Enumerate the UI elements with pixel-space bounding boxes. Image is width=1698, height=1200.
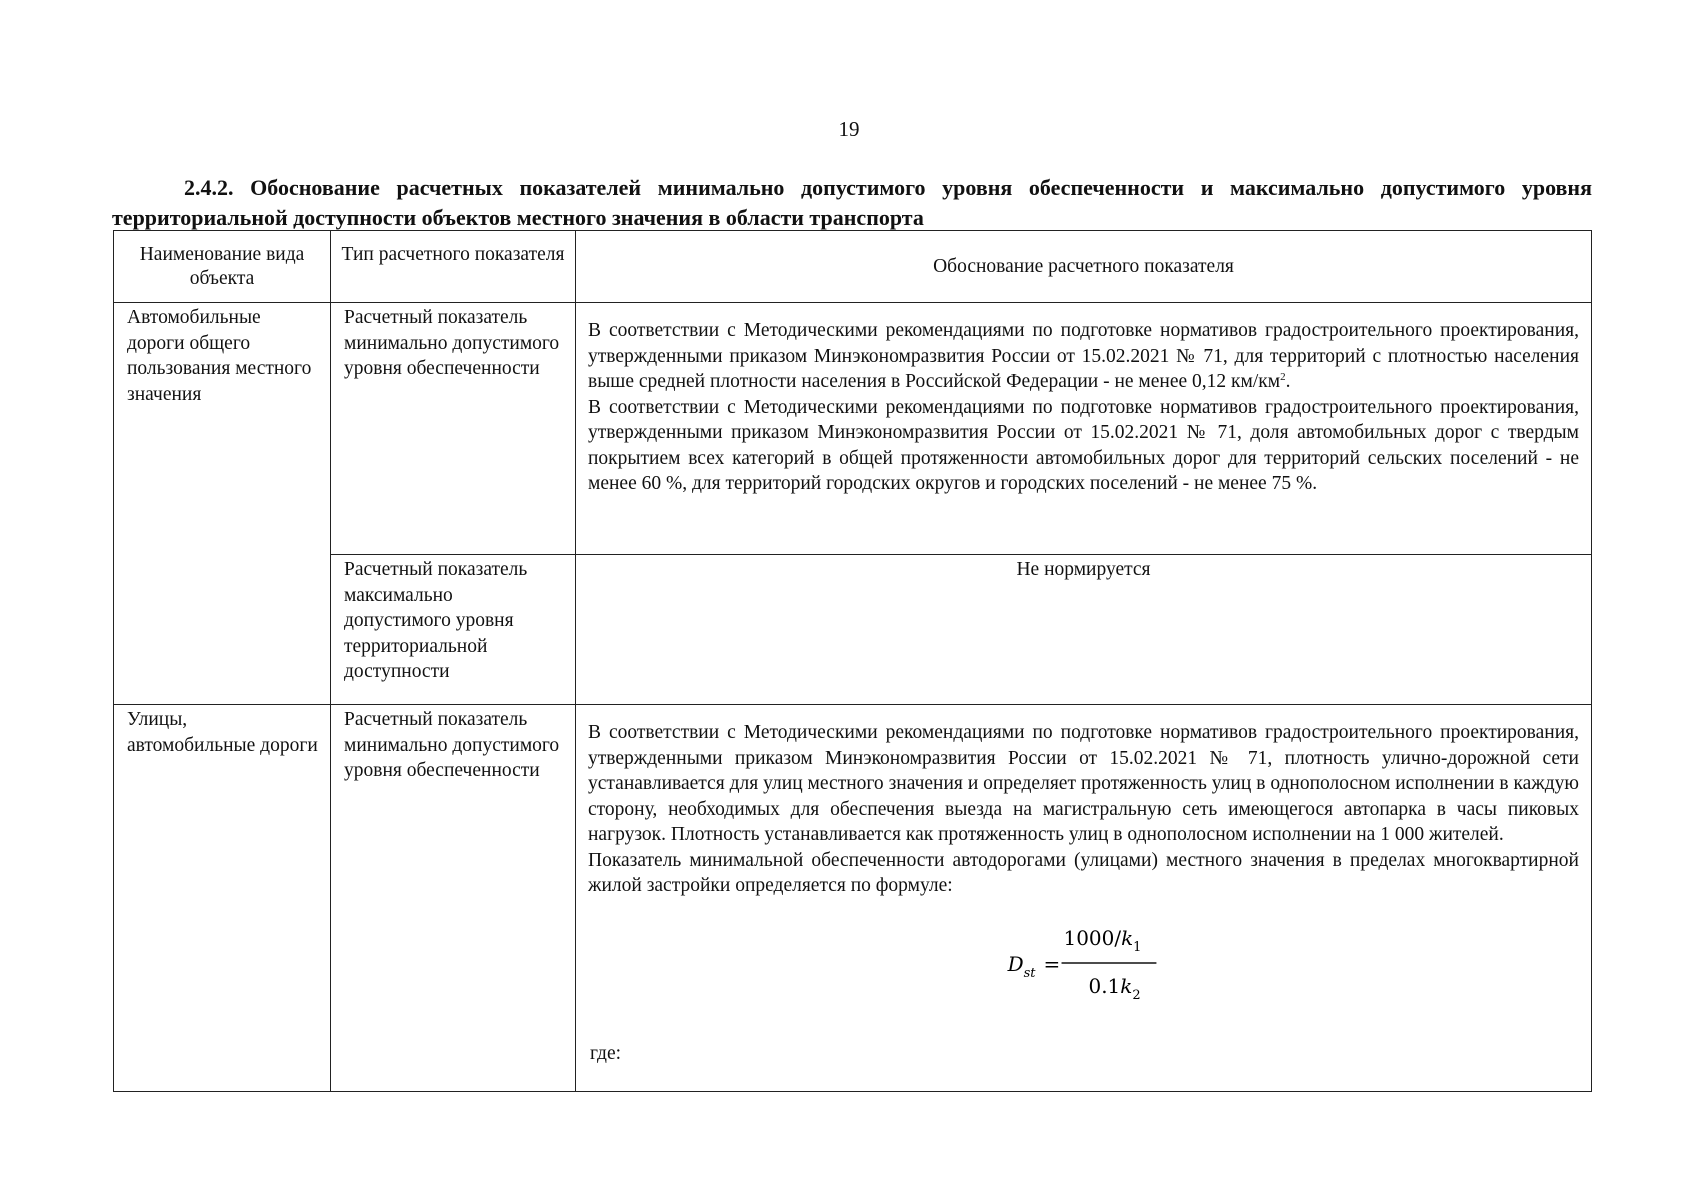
table-row [114,555,1592,705]
cell-indicator: Расчетный показатель максимально допустимого уровня территориальной доступности [331,555,576,705]
justification-paragraph: В соответствии с Методическими рекомендациями по подготовке нормативов градостроительного проектирования, утвержденными приказом Минэкономразвития России от 15.02.2021 № 71, для территорий с плотностью населения выше средней плотности населения в Российской Федерации - не менее 0,12 $км/км^2$. [588,320,1579,392]
cell-indicator: Расчетный показатель минимально допустимого уровня обеспеченности [331,303,576,555]
table-row [114,303,1592,555]
justification-paragraph: В соответствии с Методическими рекомендациями по подготовке нормативов градостроительного проектирования, утвержденными приказом Минэкономразвития России от 15.02.2021 № 71, плотность улично-дорожной сети устанавливается для улиц местного значения и определяет протяженность улиц в однополосном исполнении в каждую сторону, необходимых для обеспечения выезда на магистральную сеть имеющегося автопарка в часы пиковых нагрузок. Плотность устанавливается как протяженность улиц в однополосном исполнении на 1 000 жителей. [588,722,1579,845]
section-number: 2.4.2. [184,175,234,200]
formula-lhs: $D_{st}$ = [1007,951,1061,981]
section-heading [112,173,1592,233]
density-formula [576,903,1591,1033]
table-row [114,705,1592,1092]
table-header-row [114,231,1592,303]
cell-justification [576,303,1592,555]
formula-graphic [576,907,1591,1017]
indicators-table [113,230,1592,1092]
header-justification: Обоснование расчетного показателя [576,231,1592,303]
cell-justification [576,705,1592,1092]
cell-justification: Не нормируется [576,555,1592,705]
cell-indicator: Расчетный показатель минимально допустимого уровня обеспеченности [331,705,576,1092]
formula-numerator: $1000/k_1$ [1063,925,1142,955]
section-title: Обоснование расчетных показателей минимально допустимого уровня обеспеченности и максимально допустимого уровня территориальной доступности объектов местного значения в области транспорта [112,175,1592,230]
cell-object: Автомобильные дороги общего пользования местного значения [114,303,331,705]
page-number: 19 [838,117,860,141]
justification-paragraph: Показатель минимальной обеспеченности автодорогами (улицами) местного значения в пределах многоквартирной жилой застройки определяется по формуле: [588,849,1579,896]
cell-object: Улицы, автомобильные дороги [114,705,331,1092]
header-object-type: Наименование вида объекта [114,231,331,303]
justification-paragraph: В соответствии с Методическими рекомендациями по подготовке нормативов градостроительного проектирования, утвержденными приказом Минэкономразвития России от 15.02.2021 № 71, доля автомобильных дорог с твердым покрытием всех категорий в общей протяженности автомобильных дорог для территорий сельских поселений - не менее 60 %, для территорий городских округов и городских поселений - не менее 75 %. [588,396,1579,494]
where-label: где: [590,1042,622,1064]
formula-denominator: $0.1k_2$ [1088,973,1141,1003]
header-indicator-type: Тип расчетного показателя [331,231,576,303]
